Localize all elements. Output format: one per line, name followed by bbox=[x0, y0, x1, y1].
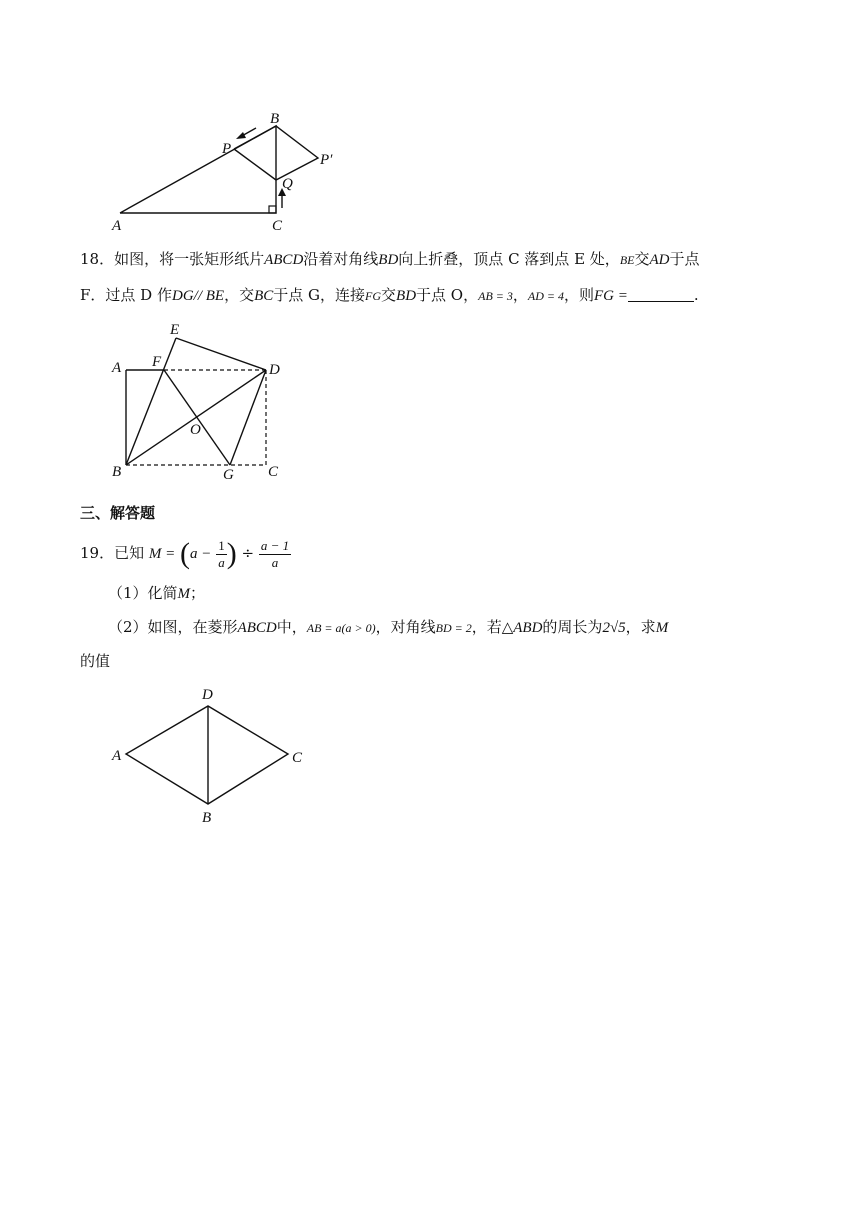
section-heading: 三、解答题 bbox=[80, 504, 156, 522]
fig17-label-b: B bbox=[270, 111, 280, 127]
fig17-label-c: C bbox=[272, 218, 283, 234]
fig19-label-a: A bbox=[112, 748, 122, 764]
q18-line1: 18．如图，将一张矩形纸片ABCD沿着对角线BD向上折叠，顶点 C 落到点 E 处，BE交AD于点 bbox=[80, 250, 700, 268]
fig18-label-e: E bbox=[170, 322, 180, 338]
fig19-label-d: D bbox=[202, 687, 213, 703]
fig18-label-f: F bbox=[152, 354, 162, 370]
q18-line2: F．过点 D 作DG// BE，交BC于点 G，连接FG交BD于点 O，AB = 3，AD = 4，则FG = . bbox=[80, 286, 699, 304]
figure-19 bbox=[100, 682, 320, 827]
fig18-label-o: O bbox=[190, 422, 201, 438]
fig18-label-c: C bbox=[268, 464, 279, 480]
figure-18 bbox=[100, 318, 300, 488]
answer-blank bbox=[628, 287, 694, 302]
fig19-label-b: B bbox=[202, 810, 212, 826]
fig18-label-a: A bbox=[112, 360, 122, 376]
fig17-label-p-prime: P′ bbox=[320, 152, 333, 168]
fig19-label-c: C bbox=[292, 750, 303, 766]
q19-part2-line2: 的值 bbox=[80, 652, 111, 670]
fraction-one-over-a: $\frac{1}{a}$ bbox=[218, 537, 225, 570]
q19-line1: 19．已知 M = (a − $\frac{1}{a}$ ) ÷ $\frac{a - 1}{a}$ bbox=[80, 537, 290, 570]
q19-part2-line1: （2）如图，在菱形ABCD中，AB = a(a > 0)，对角线BD = 2，若△ABD的周长为2√5，求M bbox=[108, 618, 669, 636]
fig18-label-d: D bbox=[269, 362, 280, 378]
fig18-label-b: B bbox=[112, 464, 122, 480]
fig17-label-p: P bbox=[222, 141, 232, 157]
fig17-label-a: A bbox=[112, 218, 122, 234]
q19-part1: （1）化简M； bbox=[108, 584, 206, 602]
fraction-a-minus-one-over-a: $\frac{a - 1}{a}$ bbox=[260, 537, 290, 570]
fig18-label-g: G bbox=[223, 467, 234, 483]
figure-17 bbox=[100, 108, 360, 236]
fig17-label-q: Q bbox=[282, 176, 293, 192]
